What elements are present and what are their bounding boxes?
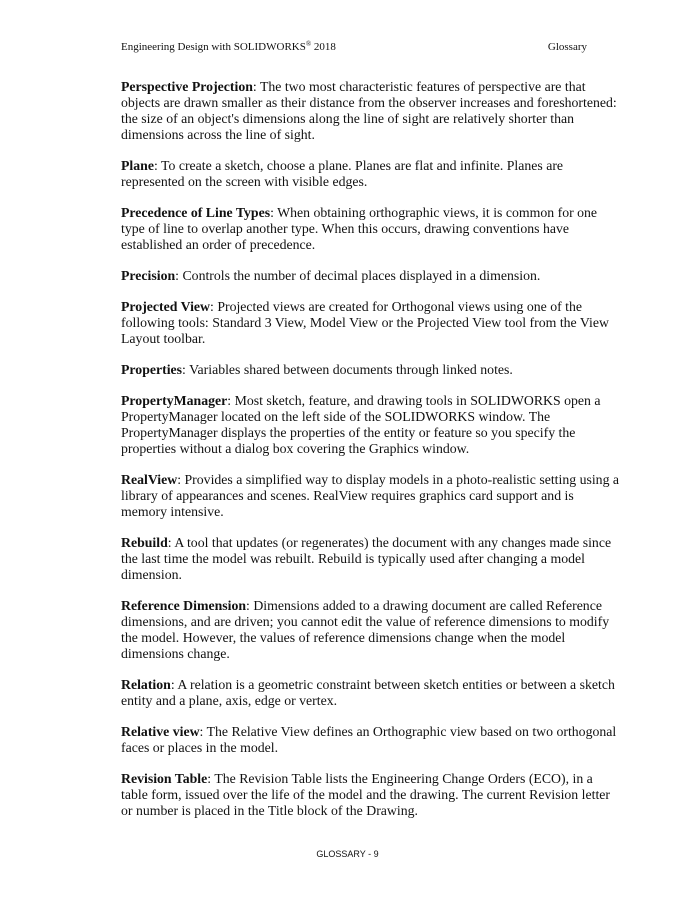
glossary-term: Plane <box>121 158 154 173</box>
glossary-definition: A tool that updates (or regenerates) the document with any changes made since the last time the model was rebuilt. Rebuild is typically used after changing a model dimension. <box>121 535 612 582</box>
glossary-term: Precision <box>121 268 176 283</box>
glossary-term: Perspective Projection <box>121 79 253 94</box>
glossary-definition: A relation is a geometric constraint between sketch entities or between a sketch entity and a plane, axis, edge or vertex. <box>121 677 615 708</box>
glossary-term: Relative view <box>121 724 200 739</box>
section-title: Glossary <box>547 41 587 53</box>
glossary-entry: Projected View: Projected views are created for Orthogonal views using one of the following tools: Standard 3 View, Model View or the Projected View tool from the View Layout toolbar. <box>121 299 609 346</box>
glossary-term: RealView <box>121 472 178 487</box>
glossary-definition: The Revision Table lists the Engineering Change Orders (ECO), in a table form, issued over the life of the model and the drawing. The current Revision letter or number is placed in the Title block of the Drawing. <box>121 771 611 818</box>
glossary-definition: Controls the number of decimal places displayed in a dimension. <box>182 268 541 283</box>
page-header <box>121 40 587 56</box>
glossary-definition: When obtaining orthographic views, it is common for one type of line to overlap another type. When this occurs, drawing conventions have established an order of precedence. <box>121 205 598 252</box>
glossary-entry: Revision Table: The Revision Table lists the Engineering Change Orders (ECO), in a table form, issued over the life of the model and the drawing. The current Revision letter or number is placed in the Title block of the Drawing. <box>121 771 611 818</box>
glossary-definition: The two most characteristic features of perspective are that objects are drawn smaller as their distance from the observer increases and foreshortened: the size of an object's dimensions along the line of sight are relatively shorter than dimensions across the line of sight. <box>121 79 617 142</box>
glossary-entry: Reference Dimension: Dimensions added to a drawing document are called Reference dimensions, and are driven; you cannot edit the value of reference dimensions to modify the model. However, the values of reference dimensions change when the model dimensions change. <box>121 598 610 661</box>
glossary-term: Precedence of Line Types <box>121 205 271 220</box>
glossary-entry: Relation: A relation is a geometric constraint between sketch entities or between a sketch entity and a plane, axis, edge or vertex. <box>121 677 615 708</box>
glossary-entry: Precision: Controls the number of decimal places displayed in a dimension. <box>121 268 541 283</box>
glossary-entry: Relative view: The Relative View defines an Orthographic view based on two orthogonal faces or places in the model. <box>121 724 617 755</box>
glossary-term: PropertyManager <box>121 393 228 408</box>
glossary-definition: Variables shared between documents through linked notes. <box>189 362 513 377</box>
glossary-term: Revision Table <box>121 771 208 786</box>
glossary-definition: Most sketch, feature, and drawing tools in SOLIDWORKS open a PropertyManager located on the left side of the SOLIDWORKS window. The PropertyManager displays the properties of the entity or feature so you specify the properties without a dialog box covering the Graphics window. <box>121 393 601 456</box>
page-number: GLOSSARY - 9 <box>316 849 379 859</box>
glossary-entry: Precedence of Line Types: When obtaining orthographic views, it is common for one type of line to overlap another type. When this occurs, drawing conventions have established an order of precedence. <box>121 205 598 252</box>
book-title: Engineering Design with SOLIDWORKS® 2018 <box>121 40 336 53</box>
glossary-entry: Properties: Variables shared between documents through linked notes. <box>121 362 513 377</box>
glossary-entry: PropertyManager: Most sketch, feature, and drawing tools in SOLIDWORKS open a PropertyManager located on the left side of the SOLIDWORKS window. The PropertyManager displays the properties of the entity or feature so you specify the properties without a dialog box covering the Graphics window. <box>121 393 601 456</box>
glossary-definition: Provides a simplified way to display models in a photo-realistic setting using a library of appearances and scenes. RealView requires graphics card support and is memory intensive. <box>121 472 620 519</box>
glossary-term: Properties <box>121 362 183 377</box>
glossary-definition: Projected views are created for Orthogonal views using one of the following tools: Standard 3 View, Model View or the Projected View tool from the View Layout toolbar. <box>121 299 609 346</box>
glossary-entry: Perspective Projection: The two most characteristic features of perspective are that objects are drawn smaller as their distance from the observer increases and foreshortened: the size of an object's dimensions along the line of sight are relatively shorter than dimensions across the line of sight. <box>121 79 617 142</box>
glossary-entry: RealView: Provides a simplified way to display models in a photo-realistic setting using a library of appearances and scenes. RealView requires graphics card support and is memory intensive. <box>121 472 620 519</box>
glossary-definition: The Relative View defines an Orthographic view based on two orthogonal faces or places in the model. <box>121 724 617 755</box>
glossary-definition: Dimensions added to a drawing document are called Reference dimensions, and are driven; you cannot edit the value of reference dimensions to modify the model. However, the values of reference dimensions change when the model dimensions change. <box>121 598 610 661</box>
glossary-entry: Rebuild: A tool that updates (or regenerates) the document with any changes made since the last time the model was rebuilt. Rebuild is typically used after changing a model dimension. <box>121 535 612 582</box>
glossary-term: Reference Dimension <box>121 598 247 613</box>
glossary-definition: To create a sketch, choose a plane. Planes are flat and infinite. Planes are represented on the screen with visible edges. <box>121 158 564 189</box>
glossary-term: Rebuild <box>121 535 168 550</box>
glossary-entries <box>121 79 621 834</box>
glossary-term: Relation <box>121 677 171 692</box>
glossary-entry: Plane: To create a sketch, choose a plane. Planes are flat and infinite. Planes are represented on the screen with visible edges. <box>121 158 564 189</box>
glossary-term: Projected View <box>121 299 211 314</box>
